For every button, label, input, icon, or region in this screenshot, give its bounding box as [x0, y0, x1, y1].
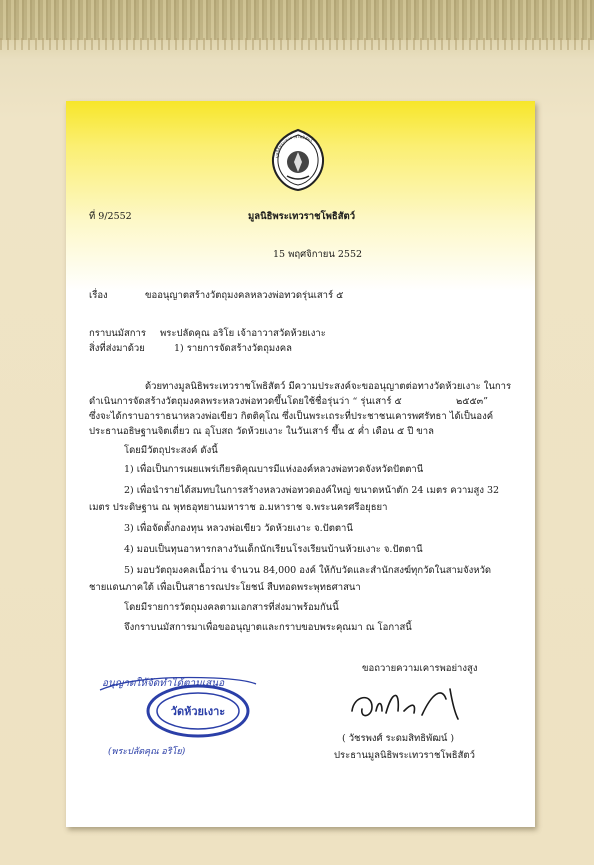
seal-text: มูลนิธิพระเทวราชโพธิสัตว์ [273, 133, 314, 159]
foundation-seal-icon [269, 128, 327, 192]
stamp-text: วัดห้วยเงาะ [170, 705, 226, 718]
closing-line: โดยมีรายการวัตถุมงคลตามเอกสารที่ส่งมาพร้อมกันนี้ [124, 602, 339, 613]
body-line: ๒๕๕๓” [456, 396, 488, 407]
body-line: ด้วยทางมูลนิธิพระเทวราชโพธิสัตว์ มีความประสงค์จะขออนุญาตต่อทางวัดห้วยเงาะ ในการ [145, 381, 512, 392]
letter-page [66, 101, 535, 827]
organization-name: มูลนิธิพระเทวราชโพธิสัตว์ [248, 211, 356, 222]
decorative-top-band [0, 0, 594, 40]
objectives-intro: โดยมีวัตถุประสงค์ ดังนี้ [124, 445, 218, 456]
objective-item: 5) มอบวัตถุมงคลเนื้อว่าน จำนวน 84,000 องค์ ให้กับวัดและสำนักสงฆ์ทุกวัดในสามจังหวัด [124, 565, 492, 576]
body-line: ประธานอธิษฐานจิตเดี่ยว ณ อุโบสถ วัดห้วยเงาะ ในวันเสาร์ ขึ้น ๕ ค่ำ เดือน ๕ ปี ขาล [89, 426, 434, 437]
body-line: ดำเนินการจัดสร้างวัตถุมงคลพระหลวงพ่อทวดขึ้นโดยใช้ชื่อรุ่นว่า “ รุ่นเสาร์ ๕ [89, 396, 402, 407]
objective-item: 3) เพื่อจัดตั้งกองทุน หลวงพ่อเขียว วัดห้วยเงาะ จ.ปัตตานี [124, 523, 353, 534]
attachment-text: 1) รายการจัดสร้างวัตถุมงคล [174, 343, 292, 354]
temple-stamp-icon [94, 656, 260, 762]
regards-text: ขอถวายความเคารพอย่างสูง [362, 663, 478, 674]
closing-line: จึงกราบนมัสการมาเพื่อขออนุญาตและกราบขอบพระคุณมา ณ โอกาสนี้ [124, 622, 412, 633]
document-date: 15 พฤศจิกายน 2552 [273, 249, 363, 260]
objective-item: ชายแดนภาคใต้ เพื่อเป็นสาธารณประโยชน์ สืบทอดพระพุทธศาสนา [89, 582, 361, 593]
objective-item: 2) เพื่อนำรายได้สมทบในการสร้างหลวงพ่อทวดองค์ใหญ่ ขนาดหน้าตัก 24 เมตร ความสูง 32 [124, 485, 500, 496]
recipient-text: พระปลัดคุณ อริโย เจ้าอาวาสวัดห้วยเงาะ [160, 328, 326, 339]
objective-item: 4) มอบเป็นทุนอาหารกลางวันเด็กนักเรียนโรงเรียนบ้านห้วยเงาะ จ.ปัตตานี [124, 544, 423, 555]
signature-icon [342, 681, 472, 727]
signer-name: ( วัชรพงศ์ ระดมสิทธิพัฒน์ ) [342, 733, 455, 744]
stamp-handwriting-bottom: (พระปลัดคุณ อริโย) [108, 747, 186, 757]
subject-label: เรื่อง [89, 290, 108, 301]
document-number: ที่ 9/2552 [89, 211, 132, 222]
attachment-label: สิ่งที่ส่งมาด้วย [89, 343, 145, 354]
stamp-handwriting-top: อนุญาตให้จัดทำได้ตามเสนอ [102, 678, 225, 689]
objective-item: 1) เพื่อเป็นการเผยแพร่เกียรติคุณบารมีแห่งองค์หลวงพ่อทวดจังหวัดปัตตานี [124, 464, 424, 475]
signer-title: ประธานมูลนิธิพระเทวราชโพธิสัตว์ [334, 750, 475, 761]
subject-text: ขออนุญาตสร้างวัตถุมงคลหลวงพ่อทวดรุ่นเสาร์ ๕ [145, 290, 344, 301]
recipient-label: กราบนมัสการ [89, 328, 146, 339]
body-line: ซึ่งจะได้กราบอาราธนาหลวงพ่อเขียว กิตติคุโณ ซึ่งเป็นพระเถระที่ประชาชนเคารพศรัทธา ได้เป็นองค์ [89, 411, 494, 422]
objective-item: เมตร ประดิษฐาน ณ พุทธอุทยานมหาราช อ.มหาราช จ.พระนครศรีอยุธยา [89, 502, 388, 513]
